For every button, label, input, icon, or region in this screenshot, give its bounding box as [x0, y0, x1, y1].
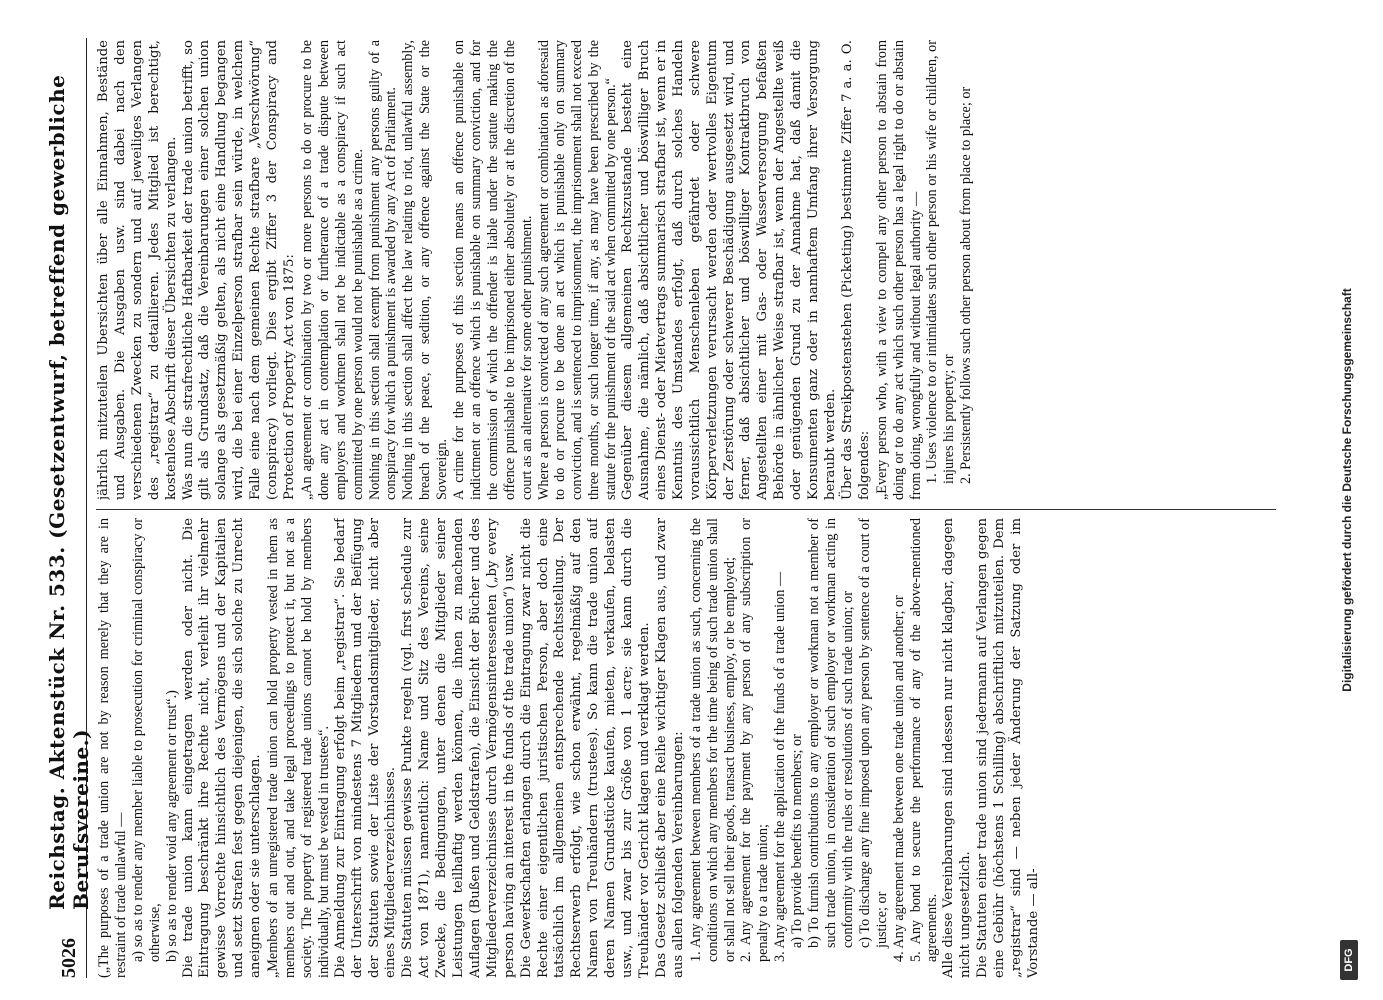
paragraph: 5. Any bond to secure the performance of any of the above-mentioned agreements. [907, 518, 941, 962]
paragraph: b) To furnish contributions to any employer or workman not a member of such trade union, in consideration of such employer or workman acting in conformity with the rules or resolutions of such trade union; or [806, 518, 856, 948]
paragraph: („The purposes of a trade union are not by reason merely that they are in restraint of trade unlawful — [96, 518, 129, 978]
paragraph: 2. Any agreement for the payment by any person of any subscription or penalty to a trade union; [738, 518, 772, 962]
digitization-note: Digitalisierung gefördert durch die Deutsche Forschungsgemeinschaft [1340, 288, 1354, 692]
page-header [45, 38, 93, 978]
paragraph: 4. Any agreement made between one trade union and another; or [890, 595, 907, 962]
paragraph: Nothing in this section shall affect the law relating to riot, unlawful assembly, breach of the peace, or sedition, or any offence against the State or the Sovereign. [400, 40, 451, 500]
paragraph: Das Gesetz schließt aber eine Reihe wichtiger Klagen aus, und zwar aus allen folgenden Vereinbarungen: [653, 518, 686, 978]
page-title: Reichstag. Aktenstück Nr. 533. (Gesetzentwurf, betreffend gewerbliche Berufsvereine.) [45, 74, 93, 910]
paragraph: Nothing in this section shall exempt from punishment any persons guilty of a conspiracy for which a punishment is awarded by any Act of Parliament. [366, 40, 400, 500]
paragraph: a) To provide benefits to members; or [789, 734, 806, 948]
paragraph: b) so as to render void any agreement or trust“.) [163, 690, 180, 962]
paragraph: 1. Any agreement between members of a trade union as such, concerning the conditions on which any members for the time being of such trade union shall or shall not sell their goods, transact business, employ, or be employed; [687, 518, 738, 962]
paragraph: a) so as to render any member liable to prosecution for criminal conspiracy or otherwise, [129, 518, 163, 962]
paragraph: Über das Streikpostenstehen (Picketing) bestimmte Ziffer 7 a. a. O. folgendes: [839, 40, 872, 500]
paragraph: Die Statuten müssen gewisse Punkte regeln (vgl. first schedule zur Act von 1871), namentlich: Name und Sitz des Vereins, seine Zwecke, die Bedingungen, unter denen die Mitglieder seiner Leistungen teilhaftig werden können, die ihnen zu machenden Auflagen (Bußen und Geldstrafen), die Einsicht der Bücher und des Mitgliederverzeichnisses durch Vermögensinteressenten („by every person having an interest in the funds of the trade union“) usw. [400, 518, 517, 978]
paragraph: Alle diese Vereinbarungen sind indessen nur nicht klagbar, dagegen nicht ungesetzlich. [941, 518, 974, 978]
paragraph: „An agreement or combination by two or more persons to do or procure to be done any act in contemplation or furtherance of a trade dispute between employers and workmen shall not be indictable as a conspiracy if such act committed by one person would not be punishable as a crime. [298, 40, 366, 500]
paragraph: Die Statuten einer trade union sind jedermann auf Verlangen gegen eine Gebühr (höchstens 1 Schilling) abschriftlich mitzuteilen. Dem „registrar“ sind — neben jeder Änderung der Satzung oder im Vorstande — all- [975, 518, 1041, 978]
paragraph: „Members of an unregistered trade union can hold property vested in them as members out and out, and take legal proceedings to protect it, but not as a society. The property of registered trade unions cannot be hold by members individually, but must be vested in trustees“. [265, 518, 332, 978]
paragraph: 2. Persistently follows such other person about from place to place; or [958, 86, 975, 484]
paragraph: Was nun die strafrechtliche Haftbarkeit der trade union betrifft, so gilt als Grundsatz, daß die Vereinbarungen einer solchen union solange als gesetzmäßig gelten, als nicht eine Handlung begangen wird, die bei einer Einzelperson strafbar sein würde, in welchem Falle eine nach dem gemeinen Rechte strafbare „Verschwörung“ (conspiracy) vorliegt. Dies ergibt Ziffer 3 der Conspiracy and Protection of Property Act von 1875: [180, 40, 297, 500]
dfg-logo: DFG [1340, 940, 1358, 980]
paragraph: Gegenüber diesem allgemeinen Rechtszustande besteht eine Ausnahme, die nämlich, daß absichtlicher und böswilliger Bruch eines Dienst- oder Mietvertrags summarisch strafbar ist, wenn er in Kenntnis des Umstandes erfolgt, daß durch solches Handeln voraussichtlich Menschenleben gefährdet oder schwere Körperverletzungen verursacht werden oder wertvolles Eigentum der Zerstörung oder schwerer Beschädigung ausgesetzt wird, und ferner, daß absichtlicher und böswilliger Kontraktbruch von Angestellten einer mit Gas- oder Wasserversorgung befaßten Behörde in ähnlicher Weise strafbar ist, wenn der Angestellte weiß oder genügenden Grund zu der Annahme hat, daß damit die Konsumenten ganz oder in namhaftem Umfang ihrer Versorgung beraubt werden. [620, 40, 838, 500]
paragraph: c) To discharge any fine imposed upon any person by sentence of a court of justice; or [856, 518, 890, 948]
paragraph: 1. Uses violence to or intimidates such other person or his wife or children, or injures his property; or [924, 40, 958, 484]
paragraph: A crime for the purposes of this section means an offence punishable on indictment or an offence which is punishable on summary conviction, and for the commission of which the offender is liable under the statute making the offence punishable to be imprisoned either absolutely or at the discretion of the court as an alternative for some other punishment. [451, 40, 535, 500]
paragraph: Die Gewerkschaften erlangen durch die Eintragung zwar nicht die Rechte einer eigentlichen juristischen Person, aber doch eine tatsächlich im allgemeinen entsprechende Rechtsstellung. Der Rechtserwerb erfolgt, wie schon erwähnt, regelmäßig auf den Namen von Treuhändern (trustees). So kann die trade union auf deren Namen Grundstücke kaufen, mieten, verkaufen, belasten usw., und zwar bis zur Größe von 1 acre; sie kann durch die Treuhänder vor Gericht klagen und verklagt werden. [518, 518, 652, 978]
paragraph: Die trade union kann eingetragen werden oder nicht. Die Eintragung beschränkt ihre Rechte nicht, verleiht ihr vielmehr gewisse Vorrechte hinsichtlich des Vermögens und der Kapitalien und setzt Strafen fest gegen diejenigen, die sich solche zu Unrecht aneignen oder sie unterschlagen. [180, 518, 264, 978]
paragraph: 3. Any agreement for the application of the funds of a trade union — [772, 571, 789, 962]
column-divider [96, 509, 1276, 510]
paragraph: Die Anmeldung zur Eintragung erfolgt beim „registrar“. Sie bedarf der Unterschrift von mindestens 7 Mitgliedern und der Beifügung der Statuten sowie der Liste der Vorstandsmitglieder, nicht aber eines Mitgliederverzeichnisses. [332, 518, 399, 978]
left-column [96, 518, 1276, 978]
page-number: 5026 [57, 938, 80, 978]
right-column [96, 40, 1276, 500]
paragraph: Where a person is convicted of any such agreement or combination as aforesaid to do or procure to be done an act which is punishable only on summary conviction, and is sentenced to imprisonment, the imprisonment shall not exceed three months, or such longer time, if any, as may have been prescribed by the statute for the punishment of the said act when committed by one person.“ [535, 40, 620, 500]
paragraph: „Every person who, with a view to compel any other person to abstain from doing or to do any act which such other person has a legal right to do or abstain from doing, wrongfully and without legal authority — [873, 40, 924, 500]
paragraph: jährlich mitzuteilen Übersichten über alle Einnahmen, Bestände und Ausgaben. Die Ausgaben usw. sind dabei nach den verschiedenen Zwecken zu sondern und auf jeweiliges Verlangen des „registrar“ zu detaillieren. Jedes Mitglied ist berechtigt, kostenlose Abschrift dieser Übersichten zu verlangen. [96, 40, 179, 500]
